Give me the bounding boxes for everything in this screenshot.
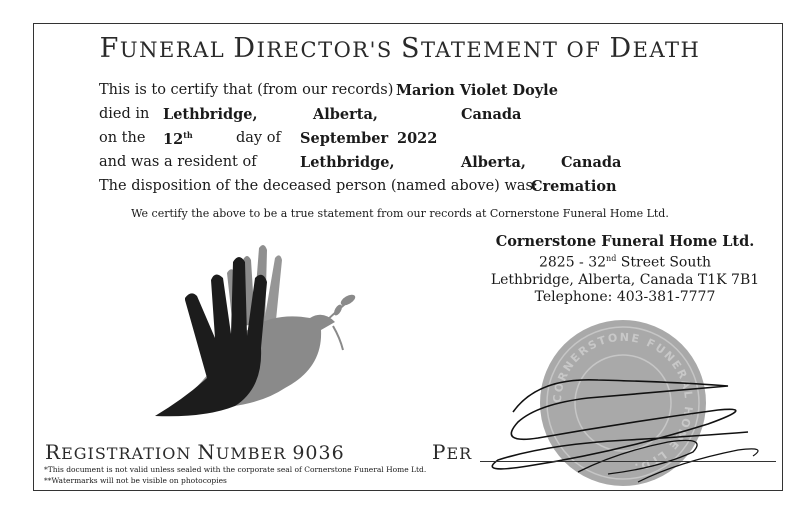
certify-intro: This is to certify that (from our records)	[99, 82, 394, 98]
footnote-seal: *This document is not valid unless sealed with the corporate seal of Cornerstone Funeral Home Ltd.	[44, 465, 427, 474]
death-province: Alberta,	[313, 106, 378, 123]
seal-text: CORNERSTONE FUNERAL HOME LTD.	[550, 330, 696, 475]
footnote-watermark: **Watermarks will not be visible on photocopies	[44, 476, 227, 485]
disposition-value: Cremation	[531, 178, 617, 195]
deceased-name: Marion Violet Doyle	[396, 82, 558, 99]
dove-hand-logo	[145, 238, 370, 433]
day-number: 12th	[163, 130, 193, 148]
died-in-label: died in	[99, 106, 150, 122]
signature	[458, 352, 783, 502]
residence-country: Canada	[561, 154, 622, 171]
resident-label: and was a resident of	[99, 154, 257, 170]
disposition-label: The disposition of the deceased person (named above) was:	[99, 178, 538, 194]
day-of-label: day of	[236, 130, 281, 146]
registration-number: REGISTRATION NUMBER 9036	[45, 440, 345, 464]
company-city: Lethbridge, Alberta, Canada T1K 7B1	[490, 271, 760, 288]
death-country: Canada	[461, 106, 522, 123]
death-city: Lethbridge,	[163, 106, 258, 123]
document-title: FUNERAL DIRECTOR'S STATEMENT OF DEATH	[99, 33, 701, 64]
certify-statement: We certify the above to be a true statement from our records at Cornerstone Funeral Home Ltd.	[131, 207, 669, 220]
residence-city: Lethbridge,	[300, 154, 395, 171]
death-year: 2022	[397, 130, 438, 147]
company-block	[490, 233, 760, 306]
on-the-label: on the	[99, 130, 146, 146]
company-phone: Telephone: 403-381-7777	[534, 288, 716, 305]
signature-line	[480, 461, 776, 462]
residence-province: Alberta,	[461, 154, 526, 171]
death-month: September	[300, 130, 389, 147]
registration-value: 9036	[292, 442, 345, 464]
company-name: Cornerstone Funeral Home Ltd.	[495, 233, 755, 250]
company-address: 2825 - 32nd Street South	[538, 254, 712, 271]
per-label: PER	[432, 440, 473, 464]
